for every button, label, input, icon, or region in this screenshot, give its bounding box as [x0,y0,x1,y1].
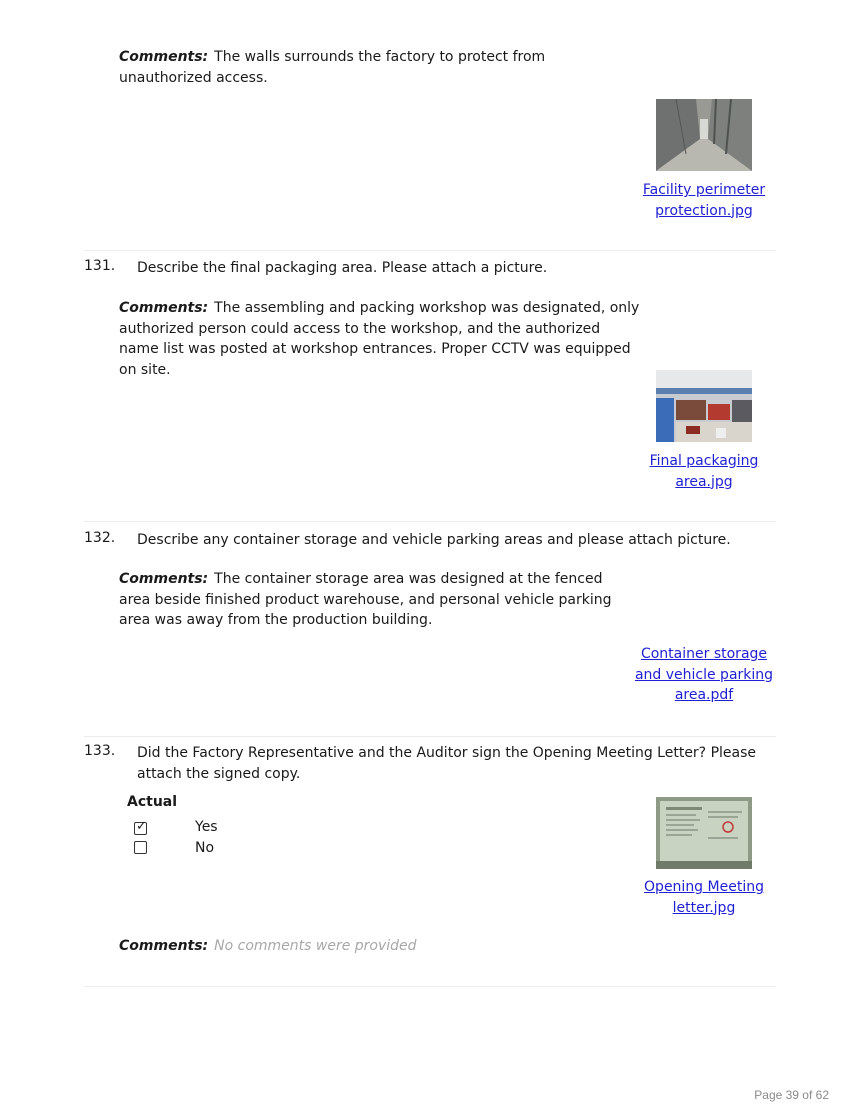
comment-label: Comments: [119,49,209,65]
link-line: area.jpg [675,473,733,490]
comment-133 [119,936,639,957]
question-text: Describe any container storage and vehicle parking areas and please attach picture. [137,532,731,548]
comment-label: Comments: [119,938,209,954]
comment-label: Comments: [119,300,209,316]
link-line: protection.jpg [655,202,753,219]
question-number: 132. [84,530,116,546]
question-number: 131. [84,258,116,274]
facility-perimeter-thumbnail[interactable] [656,99,752,171]
checkmark-icon: ✓ [136,819,147,834]
checkbox-yes[interactable] [134,819,147,835]
comment-text: No comments were provided [214,938,417,954]
checkbox-no[interactable] [134,841,147,854]
final-packaging-thumbnail[interactable] [656,370,752,442]
final-packaging-attachment-link[interactable] [630,451,778,492]
link-line: area.pdf [674,687,734,703]
divider [84,250,776,251]
comment-text: The assembling and packing workshop was designated, only authorized person could access to the workshop, and the authorized name list was posted at workshop entrances. Proper CCTV was equipped on site. [119,300,640,378]
link-line: Facility perimeter [642,182,766,198]
comment-130 [119,47,639,88]
option-no-label: No [195,840,215,856]
comment-text: The container storage area was designed at the fenced area beside finished product warehouse, and personal vehicle parking area was away from the production building. [119,571,612,628]
link-line: letter.jpg [672,899,736,916]
page-number: Page 39 of 62 [754,1088,829,1102]
comment-text: The walls surrounds the factory to protect from unauthorized access. [119,49,546,86]
divider [84,521,776,522]
facility-perimeter-attachment-link[interactable] [630,180,778,221]
actual-label: Actual [127,794,178,810]
option-yes-label: Yes [195,819,218,835]
link-line: and vehicle parking [634,666,774,683]
container-storage-attachment-link[interactable] [630,644,778,706]
link-line: Container storage [640,646,768,662]
divider [84,736,776,737]
question-number: 133. [84,743,116,759]
link-line: Final packaging [649,453,759,469]
comment-label: Comments: [119,571,209,587]
link-line: Opening Meeting [644,879,764,895]
opening-meeting-attachment-link[interactable] [630,877,778,918]
comment-132 [119,569,624,631]
question-text: Describe the final packaging area. Please attach a picture. [137,260,548,276]
comment-131 [119,298,644,380]
divider [84,986,776,987]
question-text: Did the Factory Representative and the Auditor sign the Opening Meeting Letter? Please attach the signed copy. [137,745,756,782]
opening-meeting-letter-thumbnail[interactable] [656,797,752,869]
